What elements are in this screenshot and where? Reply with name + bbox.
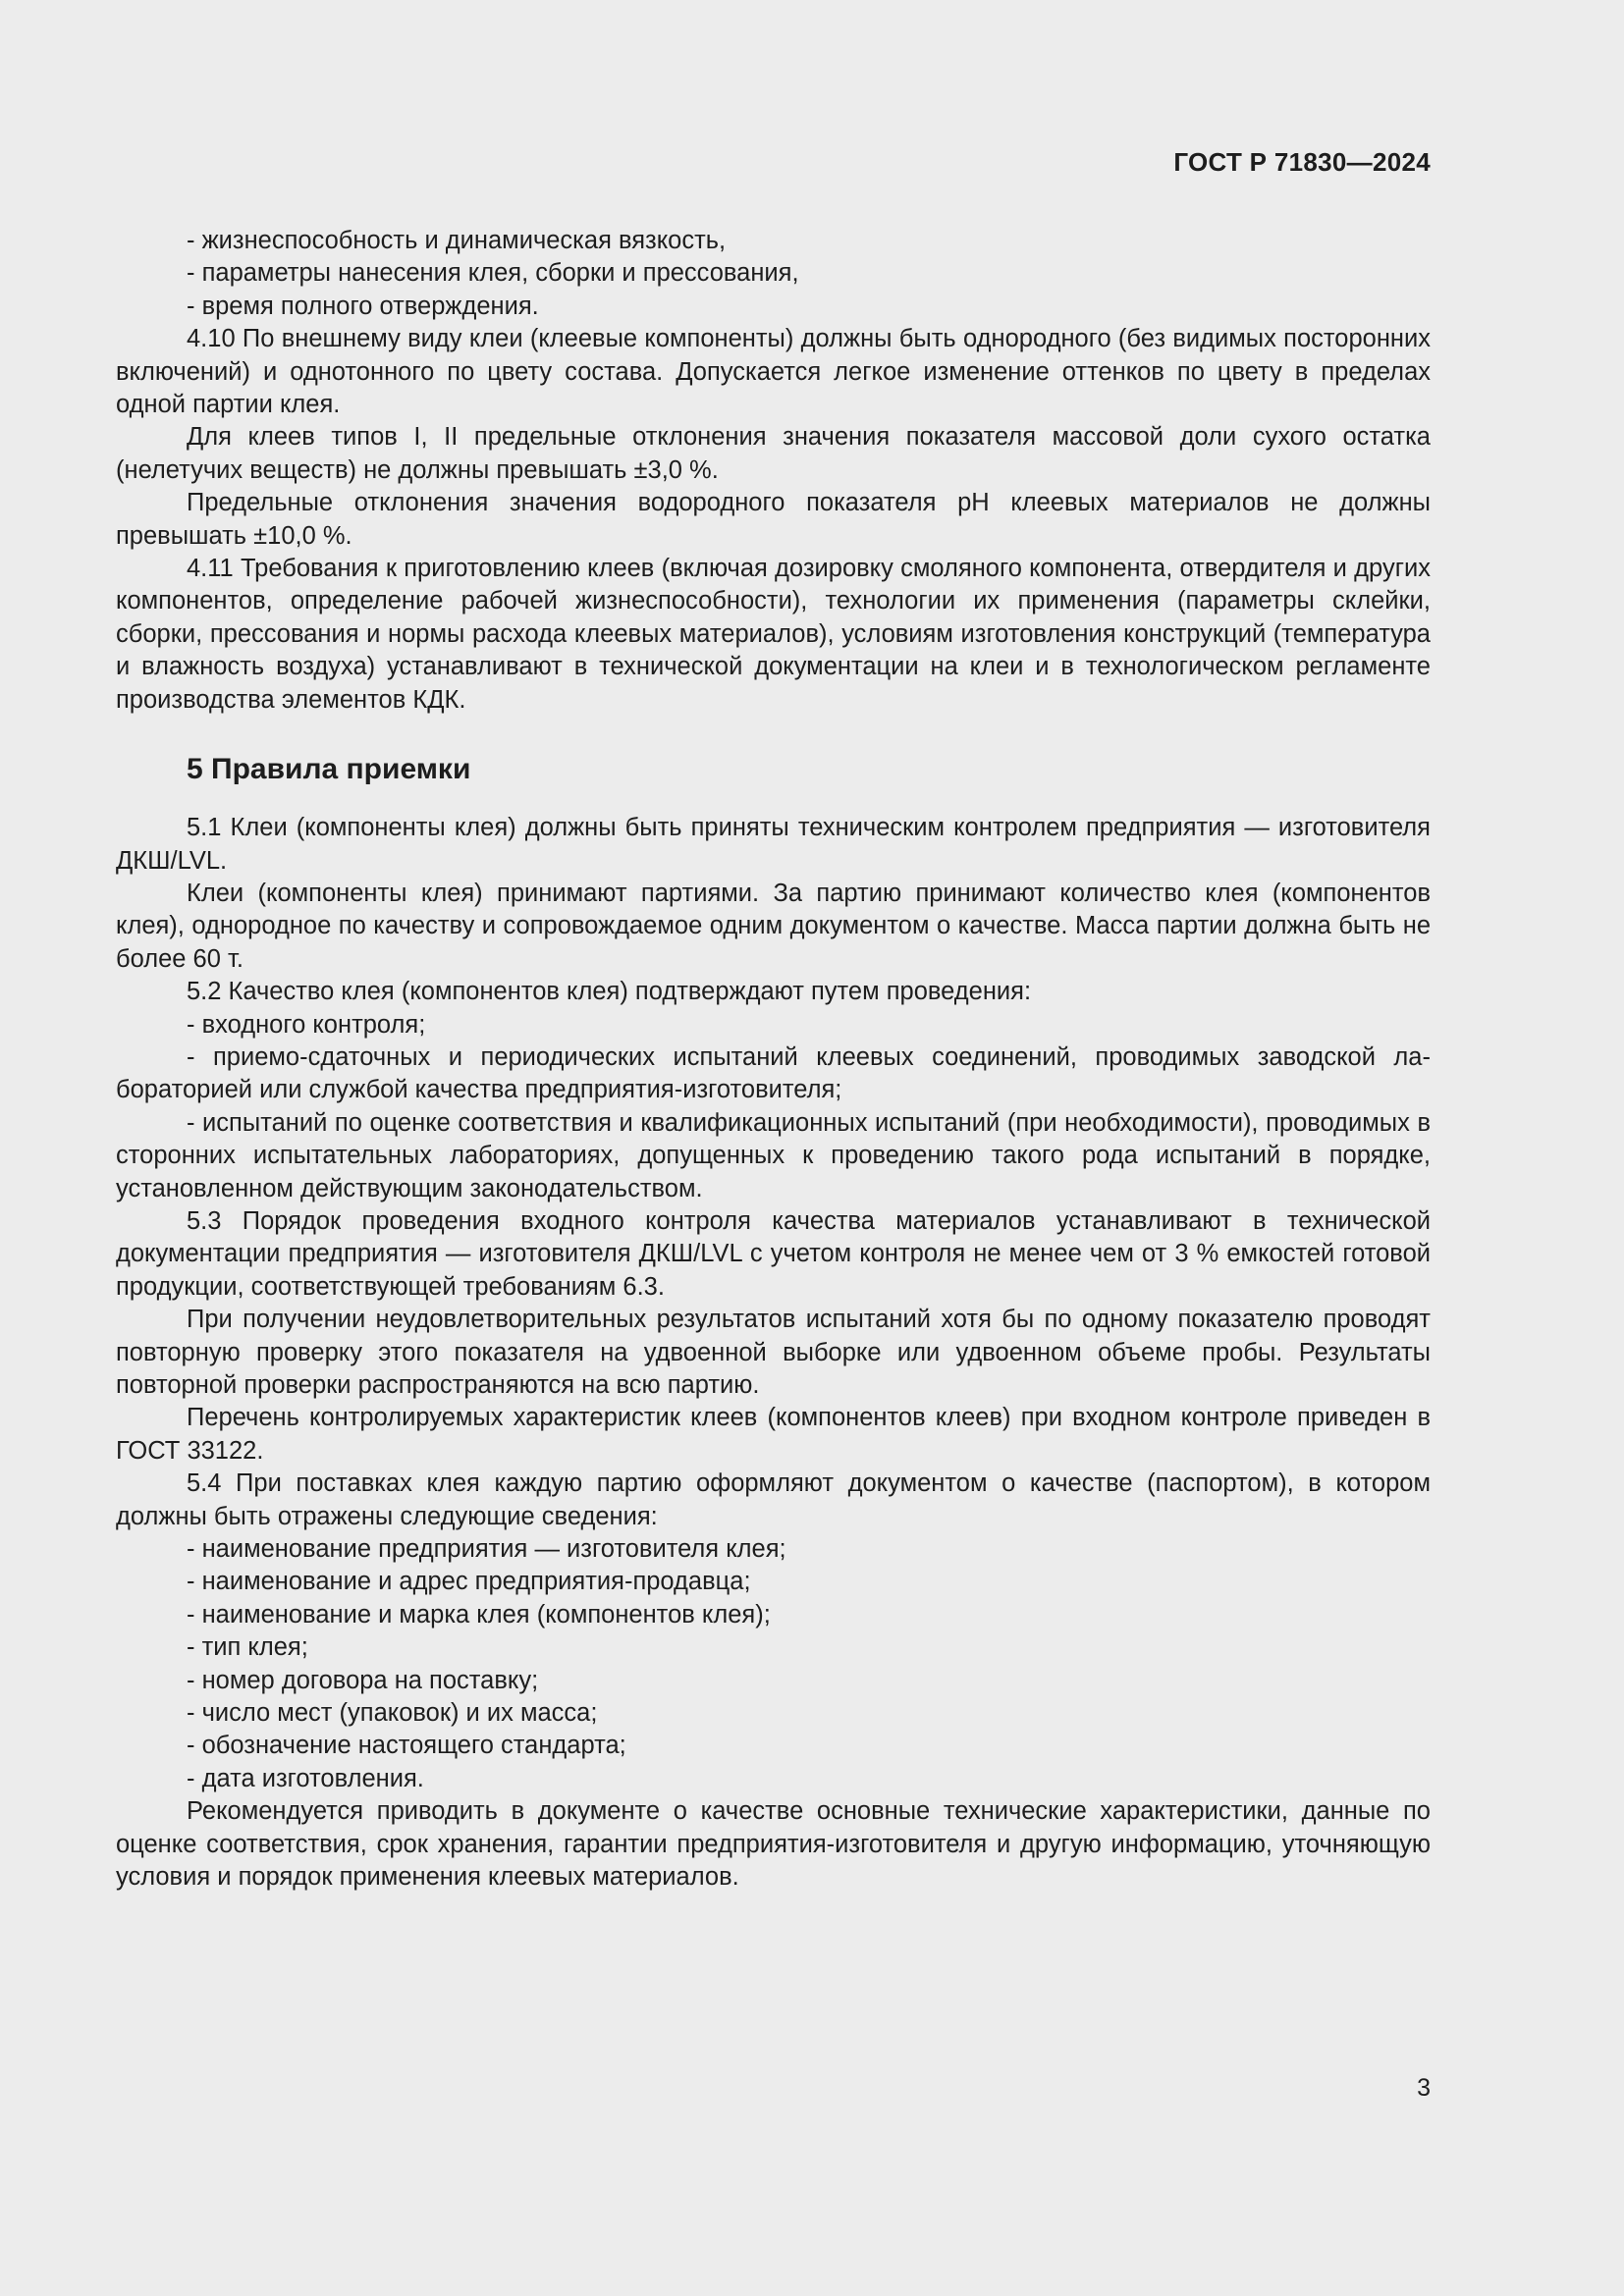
paragraph-ph: Предельные отклонения значения водородного показателя pH клеевых материалов не должны превышать ±10,0 %. [116,489,1431,550]
list-item: - наименование предприятия — изготовителя клея; [187,1535,786,1564]
clause-5-4: 5.4 При поставках клея каждую партию оформляют документом о качестве (паспортом), в котором должны быть отражены следующие сведения: [116,1469,1431,1530]
document-code-header: ГОСТ Р 71830—2024 [1173,147,1431,177]
list-item: - испытаний по оценке соответствия и квалификационных испытаний (при необходимости), проводимых в сторонних испытательных лабораториях, допущенных к проведению такого рода испытаний в порядке, установленном действующим законодательством. [116,1108,1431,1202]
page-number: 3 [1417,2074,1431,2102]
clause-5-3: 5.3 Порядок проведения входного контроля качества материалов устанавливают в технической документации предприятия — изготовителя ДКШ/LVL с учетом контроля не менее чем от 3 % емкостей готовой продукции, соответствующей требованиям 6.3. [116,1206,1431,1301]
list-item: - параметры нанесения клея, сборки и прессования, [187,259,799,288]
list-item: - номер договора на поставку; [187,1666,539,1694]
list-item: - обозначение настоящего стандарта; [187,1732,626,1760]
clause-5-1: 5.1 Клеи (компоненты клея) должны быть приняты техническим контролем предприятия — изготовителя ДКШ/LVL. [116,814,1431,875]
list-item: - жизнеспособность и динамическая вязкость, [187,227,727,254]
clause-4-10: 4.10 По внешнему виду клеи (клеевые компоненты) должны быть однородного (без видимых посторонних включений) и однотонного по цвету состава. Допускается легкое изменение оттенков по цвету в пределах одной партии клея. [116,325,1431,419]
paragraph-retest: При получении неудовлетворительных результатов испытаний хотя бы по одному показателю проводят повторную проверку этого показателя на удвоенной выборке или удвоенном объеме пробы. Результаты повторной проверки распространяются на всю партию. [116,1306,1431,1399]
paragraph-batches: Клеи (компоненты клея) принимают партиями. За партию принимают количество клея (компонентов клея), однородное по качеству и сопровождаемое одним документом о качестве. Масса партии должна быть не более 60 т. [116,879,1431,973]
list-item: - входного контроля; [187,1010,426,1039]
clause-5-2: 5.2 Качество клея (компонентов клея) подтверждают путем проведения: [187,978,1032,1006]
clause-4-11: 4.11 Требования к приготовлению клеев (включая дозировку смоляного компонента, отвердителя и других компонентов, определение рабочей жизнеспособности), технологии их применения (параметры склейки, сборки, прессования и нормы расхода клеевых материалов), условиям изготовления конструкций (температура и влажность воздуха) устанавливают в технической документации на клеи и в технологическом регламенте производства элементов КДК. [116,555,1431,714]
list-item: - наименование и адрес предприятия-продавца; [187,1568,751,1596]
list-item: - тип клея; [187,1633,308,1662]
list-item: - дата изготовления. [187,1764,424,1792]
document-body [116,225,1431,1895]
paragraph-list-reference: Перечень контролируемых характеристик клеев (компонентов клеев) при входном контроле приведен в ГОСТ 33122. [116,1404,1431,1465]
list-item: - приемо-сдаточных и периодических испытаний клеевых соединений, проводимых заводской лабораторией или службой качества предприятия-изготовителя; [116,1042,1431,1104]
section-5-title: 5 Правила приемки [187,753,471,786]
list-item: - наименование и марка клея (компонентов клея); [187,1600,771,1629]
list-item: - число мест (упаковок) и их масса; [187,1699,598,1728]
paragraph-recommendation: Рекомендуется приводить в документе о качестве основные технические характеристики, данные по оценке соответствия, срок хранения, гарантии предприятия-изготовителя и другую информацию, уточняющую условия и порядок применения клеевых материалов. [116,1797,1431,1892]
paragraph-dry-residue: Для клеев типов I, II предельные отклонения значения показателя массовой доли сухого остатка (нелетучих веществ) не должны превышать ±3,0 %. [116,423,1431,484]
list-item: - время полного отверждения. [187,292,539,320]
